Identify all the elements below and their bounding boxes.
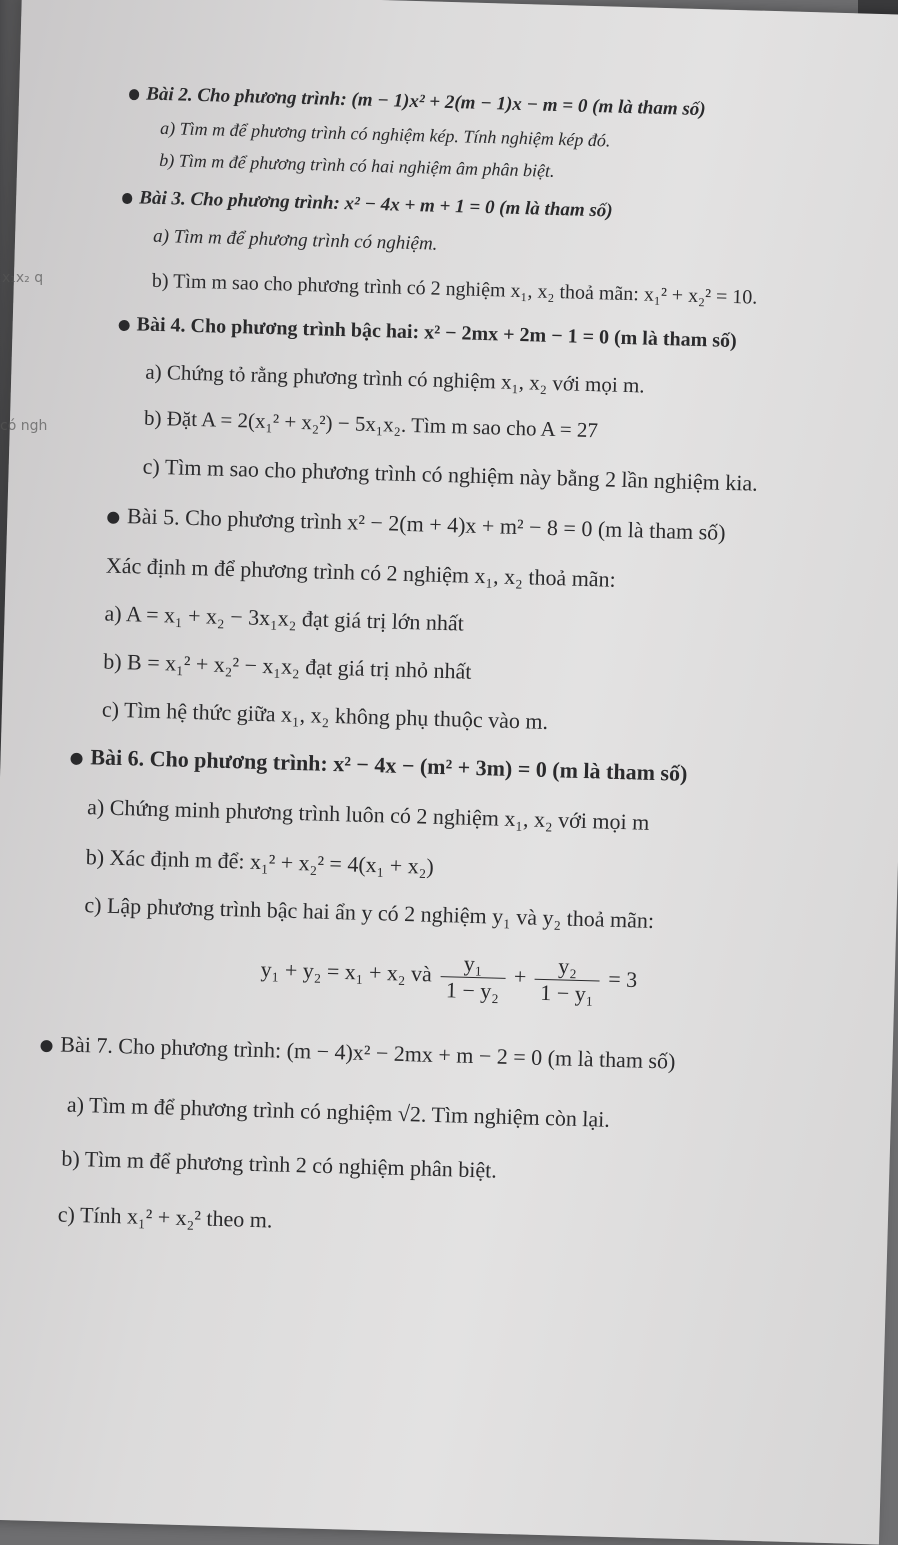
exercise-5-part-a: a) A = x₁ + x₂ − 3x₁x₂ đạt giá trị lớn nhất	[104, 600, 465, 636]
exercise-7-part-a: a) Tìm m để phương trình có nghiệm √2. Tìm nghiệm còn lại.	[66, 1091, 611, 1132]
fraction-2-numerator: y₂	[535, 953, 601, 982]
exercise-2-title: Bài 2. Cho phương trình: (m − 1)x² + 2(m − 1)x − m = 0 (m là tham số)	[129, 83, 706, 121]
fraction-1	[440, 950, 507, 1005]
exercise-3-part-a: a) Tìm m để phương trình có nghiệm.	[152, 225, 438, 255]
exercise-2-part-a: a) Tìm m để phương trình có nghiệm kép. Tính nghiệm kép đó.	[159, 117, 611, 151]
bullet-icon	[70, 753, 82, 765]
exercise-6-part-a: a) Chứng minh phương trình luôn có 2 nghiệm x₁, x₂ với mọi m	[86, 794, 650, 835]
bullet-icon	[40, 1040, 52, 1052]
fraction-2	[534, 953, 601, 1008]
exercise-3-title: Bài 3. Cho phương trình: x² − 4x + m + 1 = 0 (m là tham số)	[122, 187, 613, 223]
exercise-5-title: Bài 5. Cho phương trình x² − 2(m + 4)x + m² − 8 = 0 (m là tham số)	[107, 503, 726, 546]
exercise-5-part-b: b) B = x₁² + x₂² − x₁x₂ đạt giá trị nhỏ nhất	[102, 648, 472, 684]
plus-sign: +	[513, 963, 527, 990]
exercise-7-part-c: c) Tính x₁² + x₂² theo m.	[57, 1201, 273, 1233]
exercise-4-title: Bài 4. Cho phương trình bậc hai: x² − 2mx + 2m − 1 = 0 (m là tham số)	[118, 313, 737, 353]
bullet-icon	[107, 511, 119, 523]
exercise-6-part-b: b) Xác định m để: x₁² + x₂² = 4(x₁ + x₂)	[85, 844, 435, 879]
exercise-3-part-b: b) Tìm m sao cho phương trình có 2 nghiệm x₁, x₂ thoả mãn: x₁² + x₂² = 10.	[151, 269, 758, 309]
exercise-4-part-c: c) Tìm m sao cho phương trình có nghiệm này bằng 2 lần nghiệm kia.	[142, 453, 759, 496]
bullet-icon	[119, 320, 130, 331]
margin-note-2: có ngh	[0, 418, 48, 434]
exercise-6-part-c: c) Lập phương trình bậc hai ẩn y có 2 nghiệm y₁ và y₂ thoả mãn:	[84, 892, 655, 934]
exercise-2-part-b: b) Tìm m để phương trình có hai nghiệm âm phân biệt.	[159, 149, 555, 181]
exercise-4-part-a: a) Chứng tỏ rằng phương trình có nghiệm x₁, x₂ với mọi m.	[145, 359, 645, 398]
bullet-icon	[122, 193, 133, 204]
exercise-6-title: Bài 6. Cho phương trình: x² − 4x − (m² + 3m) = 0 (m là tham số)	[70, 744, 687, 787]
exercise-7-title: Bài 7. Cho phương trình: (m − 4)x² − 2mx + m − 2 = 0 (m là tham số)	[40, 1031, 676, 1075]
bullet-icon	[129, 89, 140, 100]
exercise-5-part-c: c) Tìm hệ thức giữa x₁, x₂ không phụ thuộc vào m.	[101, 696, 549, 734]
fraction-1-denominator: 1 − y₂	[445, 977, 500, 1004]
exercise-4-part-b: b) Đặt A = 2(x₁² + x₂²) − 5x₁x₂. Tìm m sao cho A = 27	[143, 405, 599, 443]
fraction-1-numerator: y₁	[440, 950, 506, 979]
fraction-2-denominator: 1 − y₁	[540, 979, 594, 1007]
equation-left: y₁ + y₂ = x₁ + x₂ và	[260, 956, 433, 987]
exercise-7-part-b: b) Tìm m để phương trình 2 có nghiệm phân biệt.	[61, 1145, 498, 1183]
exercise-6-equation	[260, 945, 638, 1008]
exercise-5-intro: Xác định m để phương trình có 2 nghiệm x₁, x₂ thoả mãn:	[105, 552, 617, 592]
page-content	[49, 81, 889, 1233]
margin-note-1: x₁x₂ q	[2, 270, 44, 286]
equation-right: = 3	[608, 966, 638, 993]
